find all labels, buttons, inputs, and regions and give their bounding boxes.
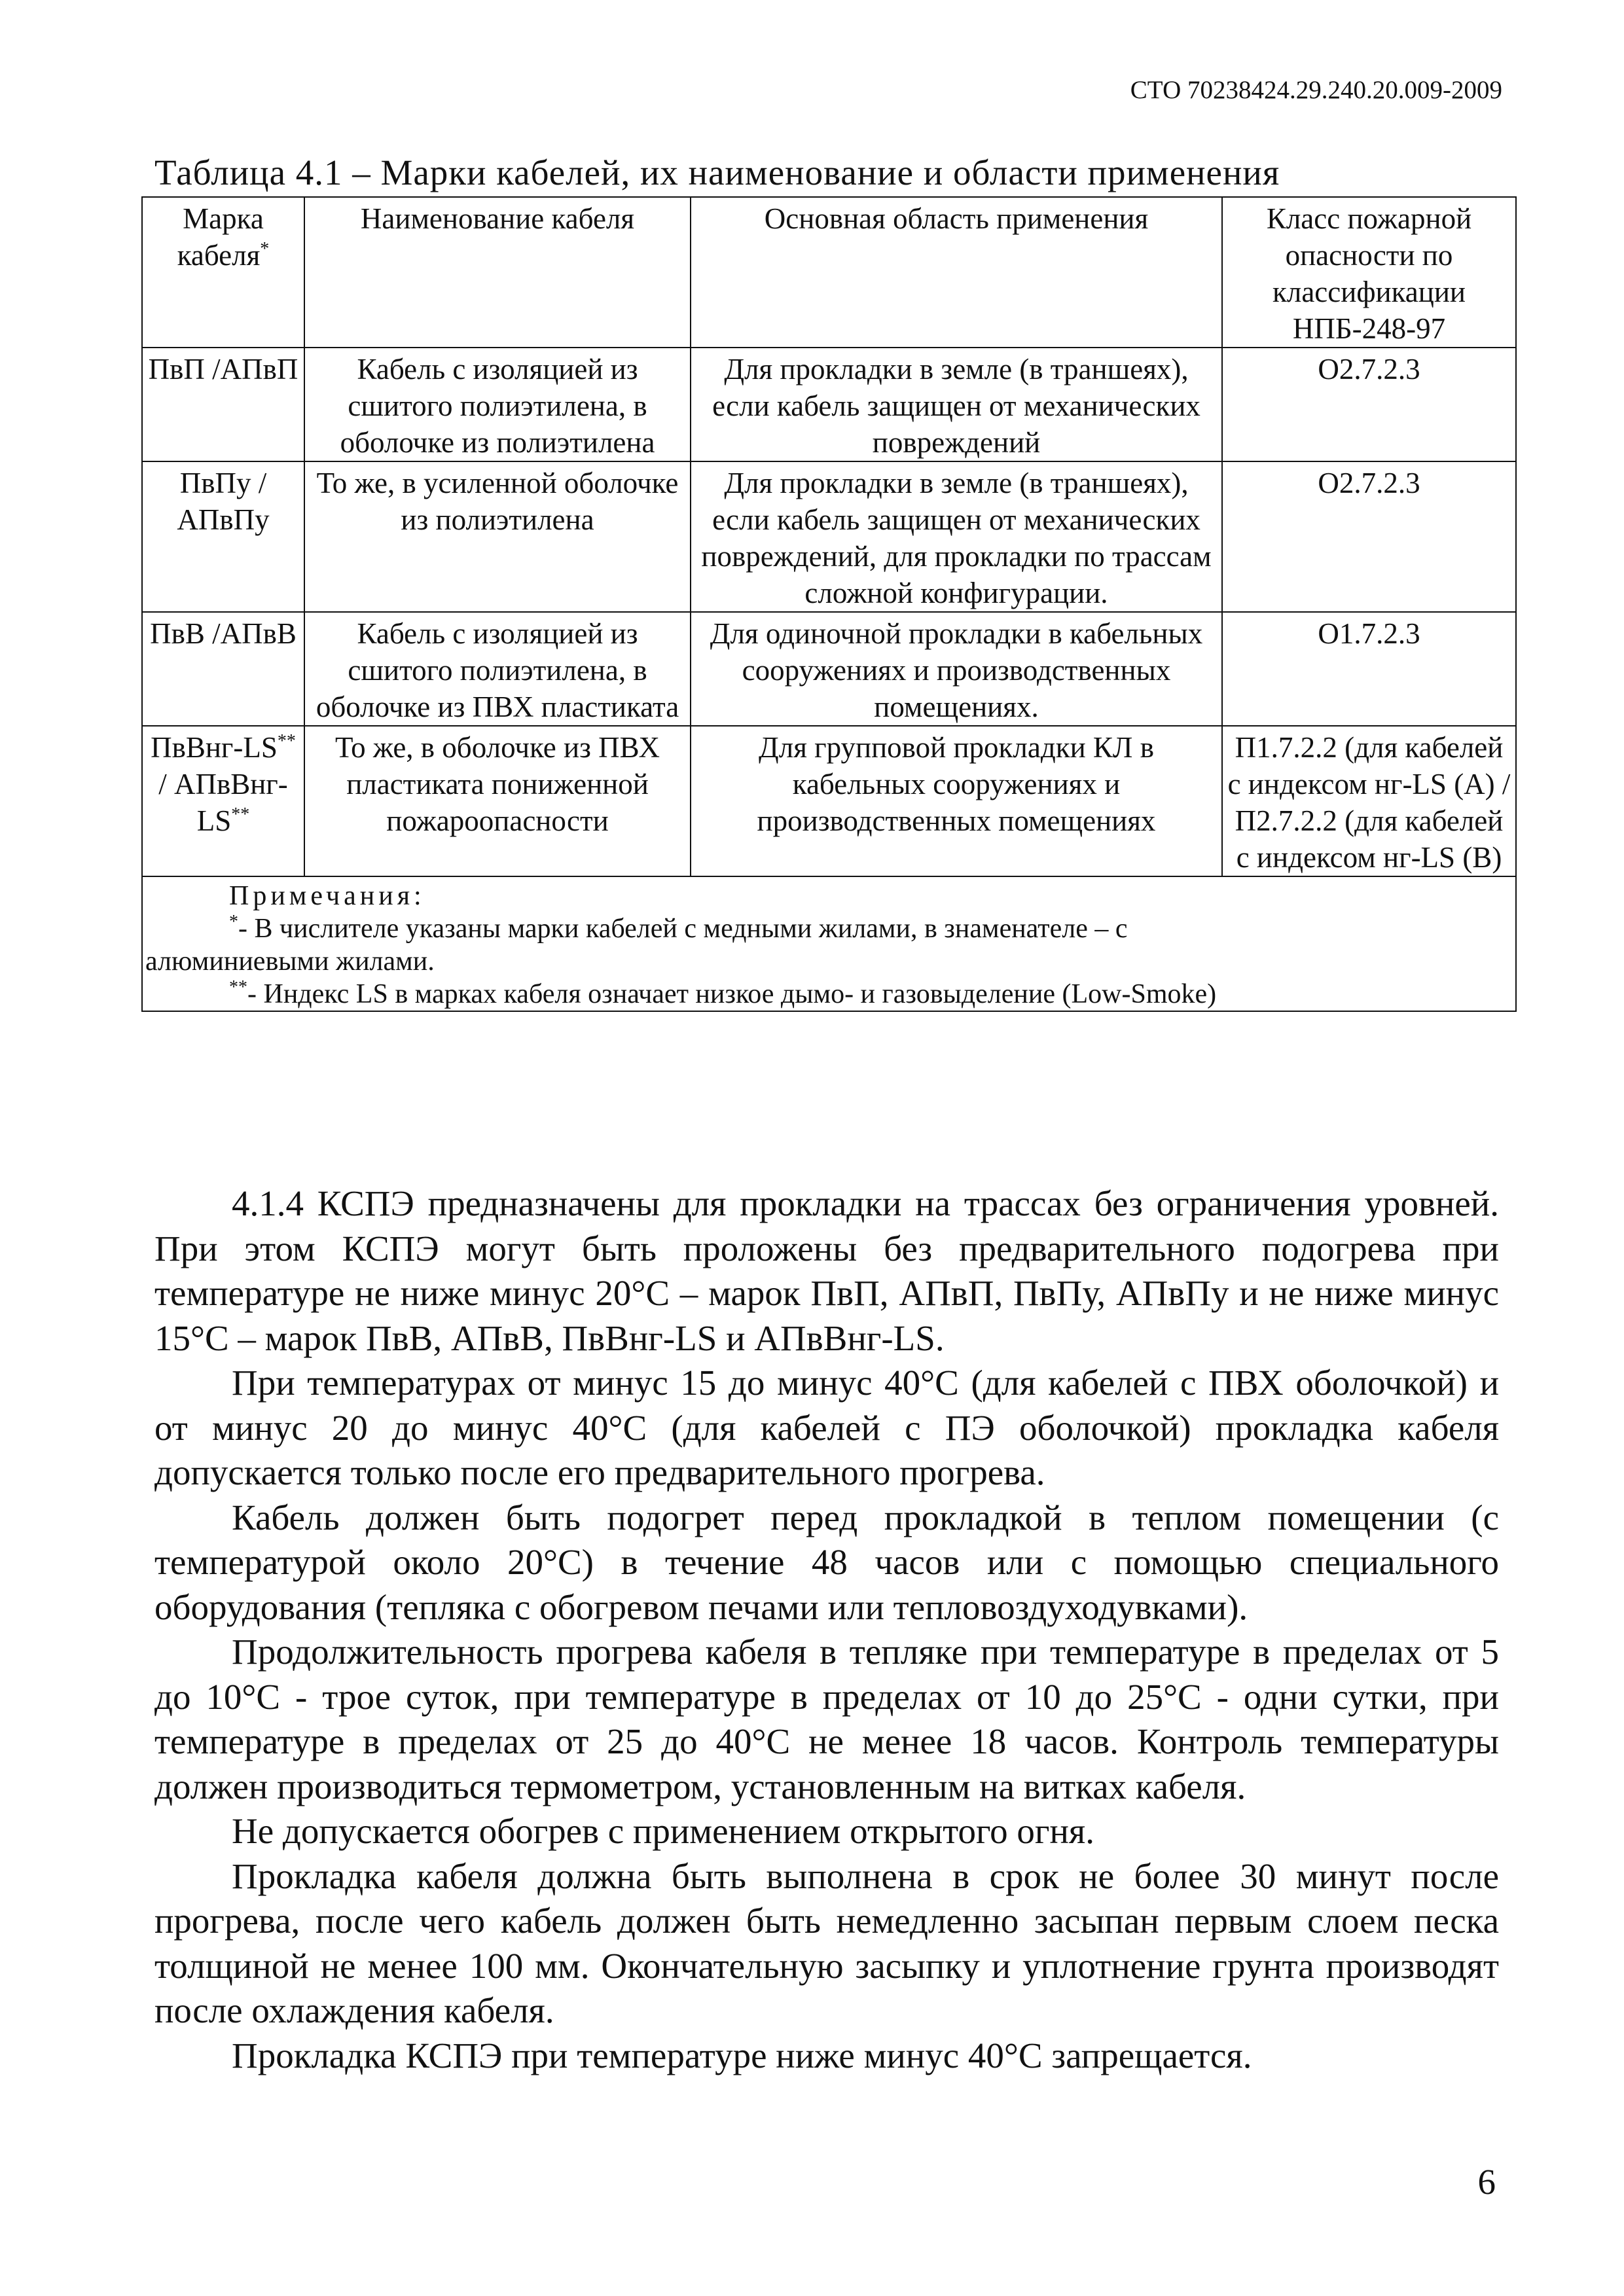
cell-area: Для прокладки в земле (в траншеях), если кабель защищен от механических повреждений [691, 348, 1222, 461]
page-number: 6 [1477, 2162, 1496, 2202]
document-code: СТО 70238424.29.240.20.009-2009 [1130, 76, 1502, 104]
note-1-text: - В числителе указаны марки кабелей с медными жилами, в знаменателе – с [238, 914, 1128, 944]
cell-mark: ПвВ /АПвВ [142, 612, 304, 726]
header-mark [142, 197, 304, 348]
mark-footnote: ** [277, 731, 296, 751]
note-1 [145, 912, 1513, 945]
note-2 [145, 978, 1513, 1011]
cell-area: Для одиночной прокладки в кабельных сооружениях и производственных помещениях. [691, 612, 1222, 726]
cell-fire-class: О2.7.2.3 [1222, 461, 1516, 612]
cell-fire-class: П1.7.2.2 (для кабелей с индексом нг-LS (А) / П2.7.2.2 (для кабелей с индексом нг-LS (В) [1222, 726, 1516, 876]
note-2-marker: ** [229, 977, 247, 997]
table-notes [142, 876, 1516, 1011]
paragraph: Не допускается обогрев с применением открытого огня. [232, 1811, 1094, 1851]
table-row [142, 612, 1516, 726]
paragraph: Прокладка кабеля должна быть выполнена в срок не более 30 минут после прогрева, после чего кабель должен быть немедленно засыпан первым слоем песка толщиной не менее 100 мм. Окончательную засыпку и уплотнение грунта производят после охлаждения кабеля. [154, 1856, 1499, 2030]
table-notes-row [142, 876, 1516, 1011]
mark-footnote: ** [231, 804, 250, 825]
note-1-marker: * [229, 912, 238, 932]
cell-mark: ПвПу /АПвПу [142, 461, 304, 612]
cell-mark: ПвП /АПвП [142, 348, 304, 461]
header-area: Основная область применения [691, 197, 1222, 348]
header-mark-label: Марка кабеля [177, 202, 264, 272]
table-row [142, 461, 1516, 612]
cell-mark [142, 726, 304, 876]
table-header-row [142, 197, 1516, 348]
cell-name: То же, в усиленной оболочке из полиэтилена [304, 461, 691, 612]
header-mark-footnote: * [260, 239, 270, 259]
cell-name: Кабель с изоляцией из сшитого полиэтилена, в оболочке из ПВХ пластиката [304, 612, 691, 726]
paragraph: Продолжительность прогрева кабеля в тепляке при температуре в пределах от 5 до 10°С - трое суток, при температуре в пределах от 10 до 25°С - одни сутки, при температуре в пределах от 25 до 40°С не менее 18 часов. Контроль температуры должен производиться термометром, установленным на витках кабеля. [154, 1632, 1499, 1806]
mark-aluminium: / АПвВнг-LS [158, 768, 288, 837]
paragraph: 4.1.4 КСПЭ предназначены для прокладки на трассах без ограничения уровней. При этом КСПЭ могут быть проложены без предварительного подогрева при температуре не ниже минус 20°С – марок ПвП, АПвП, ПвПу, АПвПу и не ниже минус 15°С – марок ПвВ, АПвВ, ПвВнг-LS и АПвВнг-LS. [154, 1183, 1499, 1358]
cell-fire-class: О1.7.2.3 [1222, 612, 1516, 726]
header-fire-class: Класс пожарной опасности по классификации НПБ-248-97 [1222, 197, 1516, 348]
table-title: Таблица 4.1 – Марки кабелей, их наименование и области применения [154, 152, 1280, 192]
note-1-continuation: алюминиевыми жилами. [145, 946, 435, 977]
cable-table [141, 196, 1517, 1012]
mark-copper: ПвВнг-LS [151, 731, 278, 764]
notes-title: Примечания: [229, 881, 425, 911]
paragraph: При температурах от минус 15 до минус 40°С (для кабелей с ПВХ оболочкой) и от минус 20 до минус 40°С (для кабелей с ПЭ оболочкой) прокладка кабеля допускается только после его предварительного прогрева. [154, 1363, 1499, 1492]
body-text [154, 1181, 1499, 2078]
note-2-text: - Индекс LS в марках кабеля означает низкое дымо- и газовыделение (Low-Smoke) [247, 979, 1217, 1009]
paragraph: Кабель должен быть подогрет перед прокладкой в теплом помещении (с температурой около 20°С) в течение 48 часов или с помощью специального оборудования (тепляка с обогревом печами или тепловоздуходувками). [154, 1497, 1499, 1627]
table-row [142, 726, 1516, 876]
cell-name: Кабель с изоляцией из сшитого полиэтилена, в оболочке из полиэтилена [304, 348, 691, 461]
cell-name: То же, в оболочке из ПВХ пластиката пониженной пожароопасности [304, 726, 691, 876]
cell-area: Для групповой прокладки КЛ в кабельных сооружениях и производственных помещениях [691, 726, 1222, 876]
header-name: Наименование кабеля [304, 197, 691, 348]
cell-area: Для прокладки в земле (в траншеях), если кабель защищен от механических повреждений, для прокладки по трассам сложной конфигурации. [691, 461, 1222, 612]
cell-fire-class: О2.7.2.3 [1222, 348, 1516, 461]
table-row [142, 348, 1516, 461]
paragraph: Прокладка КСПЭ при температуре ниже минус 40°С запрещается. [232, 2035, 1252, 2075]
